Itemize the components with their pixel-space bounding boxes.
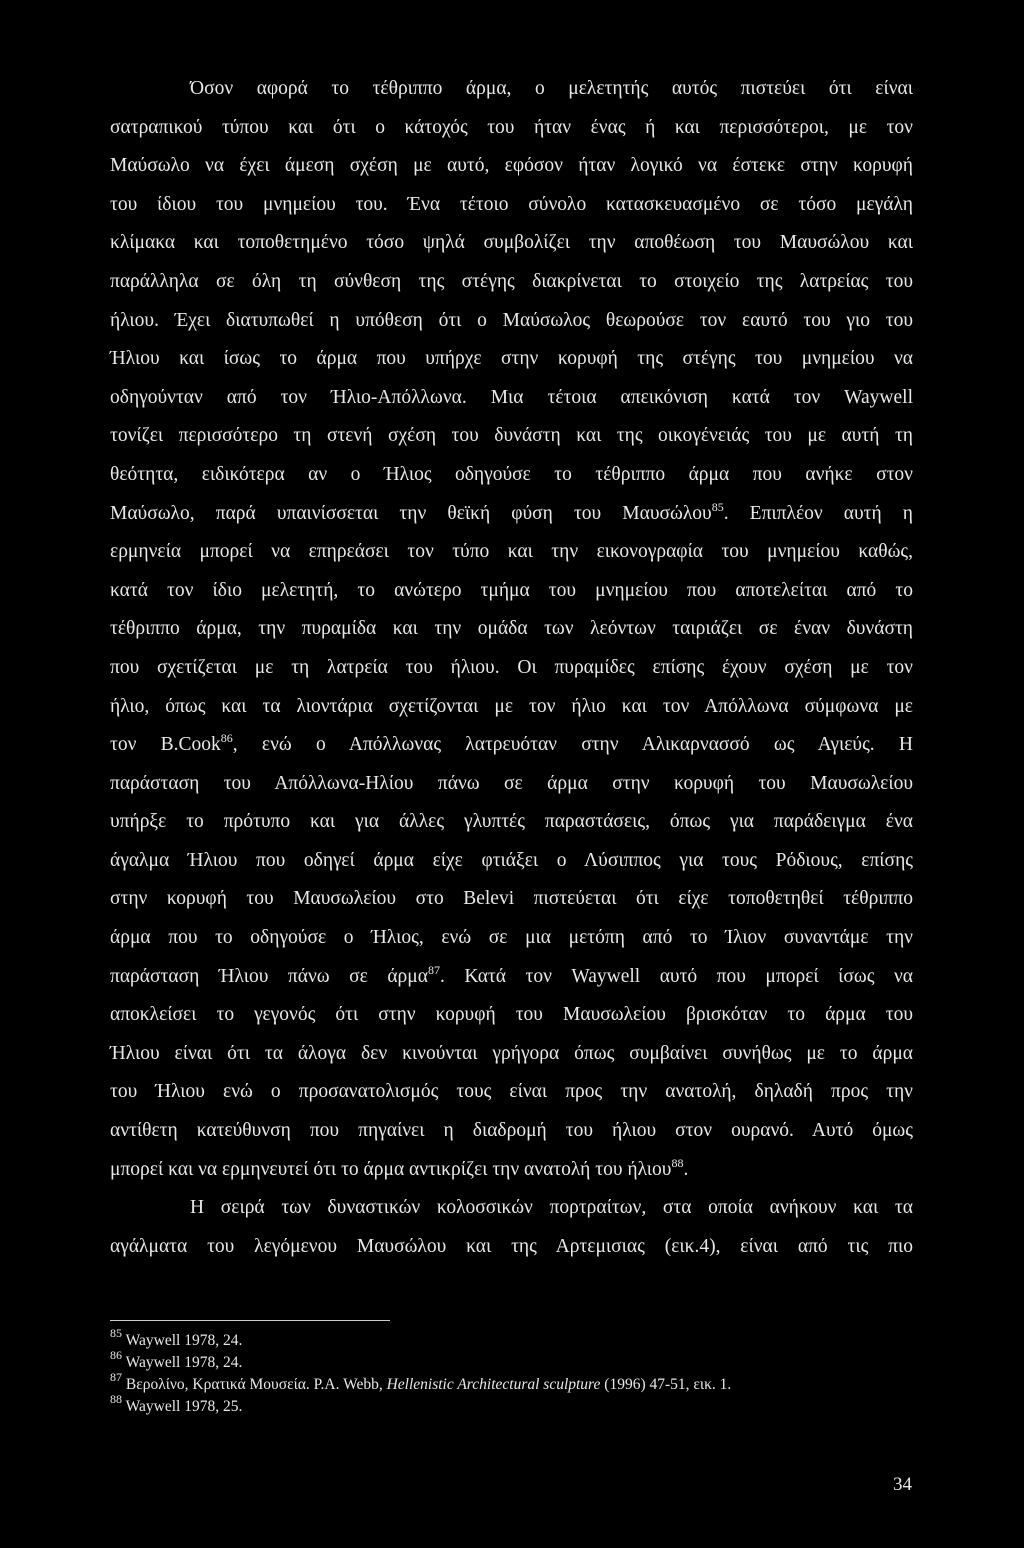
footnote (110, 1348, 913, 1374)
text-line: άγαλμα Ήλιου που οδηγεί άρμα είχε φτιάξει ο Λύσιππος για τους Ρόδιους, επίσης (110, 849, 913, 871)
text-line (110, 726, 913, 765)
text-segment: , ενώ ο Απόλλωνας λατρευόταν στην Αλικαρνασσό ως Αγιεύς. Η (232, 734, 913, 756)
text-line: ήλιου. Έχει διατυπωθεί η υπόθεση ότι ο Μαύσωλος θεωρούσε τον εαυτό του γιο του (110, 309, 913, 331)
footnote-number: 88 (110, 1392, 122, 1406)
footnote (110, 1326, 913, 1352)
text-line (110, 495, 913, 534)
footnote-title: Hellenistic Architectural sculpture (386, 1376, 601, 1393)
text-line: αντίθετη κατεύθυνση που πηγαίνει η διαδρομή του ήλιου στον ουρανό. Αυτό όμως (110, 1120, 913, 1142)
text-line (110, 1151, 913, 1190)
footnote-ref[interactable]: 87 (427, 962, 440, 977)
text-line: κλίμακα και τοποθετημένο τόσο ψηλά συμβολίζει την αποθέωση του Μαυσώλου και (110, 232, 913, 254)
text-line: θεότητα, ειδικότερα αν ο Ήλιος οδηγούσε το τέθριππο άρμα που ανήκε στον (110, 463, 913, 485)
page-number: 34 (893, 1474, 912, 1495)
footnote (110, 1370, 913, 1396)
text-line: του ίδιου του μνημείου του. Ένα τέτοιο σύνολο κατασκευασμένο σε τόσο μεγάλη (110, 193, 913, 215)
text-line (110, 958, 913, 997)
body-text (110, 70, 913, 1266)
text-segment: . Κατά τον Waywell αυτό που μπορεί ίσως να (439, 965, 913, 987)
footnote-text: (1996) 47-51, εικ. 1. (600, 1376, 732, 1393)
text-segment: . Επιπλέον αυτή η (723, 502, 913, 524)
footnote-ref[interactable]: 86 (220, 731, 233, 746)
footnote-ref[interactable]: 88 (671, 1155, 684, 1170)
text-line: παράλληλα σε όλη τη σύνθεση της στέγης διακρίνεται το στοιχείο της λατρείας του (110, 270, 913, 292)
text-line: Μαύσωλο να έχει άμεση σχέση με αυτό, εφόσον ήταν λογικό να έστεκε στην κορυφή (110, 155, 913, 177)
text-segment: . (683, 1158, 689, 1180)
text-line: οδηγούνταν από τον Ήλιο-Απόλλωνα. Μια τέτοια απεικόνιση κατά τον Waywell (110, 386, 913, 408)
text-segment: Μαύσωλο, παρά υπαινίσσεται την θεϊκή φύση του Μαυσώλου (110, 502, 712, 524)
footnote-text: Waywell 1978, 24. (125, 1354, 243, 1371)
text-line: σατραπικού τύπου και ότι ο κάτοχός του ήταν ένας ή και περισσότεροι, με τον (110, 116, 913, 138)
text-line: κατά τον ίδιο μελετητή, το ανώτερο τμήμα του μνημείου που αποτελείται από το (110, 579, 913, 601)
footnote-number: 85 (110, 1326, 122, 1340)
footnote (110, 1392, 913, 1418)
footnote-divider (110, 1320, 390, 1321)
text-line: ερμηνεία μπορεί να επηρεάσει τον τύπο και την εικονογραφία του μνημείου καθώς, (110, 541, 913, 563)
footnote-text: Waywell 1978, 25. (125, 1398, 243, 1415)
footnotes (110, 1326, 913, 1418)
text-line: Ήλιου και ίσως το άρμα που υπήρχε στην κορυφή της στέγης του μνημείου να (110, 348, 913, 370)
text-line: άρμα που το οδηγούσε ο Ήλιος, ενώ σε μια μετόπη από το Ίλιον συναντάμε την (110, 927, 913, 949)
text-segment: παράσταση Ήλιου πάνω σε άρμα (110, 965, 428, 987)
text-line: υπήρξε το πρότυπο και για άλλες γλυπτές παραστάσεις, όπως για παράδειγμα ένα (110, 811, 913, 833)
text-segment: τον B.Cook (110, 734, 221, 756)
text-line: Ήλιου είναι ότι τα άλογα δεν κινούνται γρήγορα όπως συμβαίνει συνήθως με το άρμα (110, 1042, 913, 1064)
text-line: αγάλματα του λεγόμενου Μαυσώλου και της Αρτεμισιας (εικ.4), είναι από τις πιο (110, 1235, 913, 1257)
text-line: που σχετίζεται με τη λατρεία του ήλιου. Οι πυραμίδες επίσης έχουν σχέση με τον (110, 656, 913, 678)
text-line: παράσταση του Απόλλωνα-Ηλίου πάνω σε άρμα στην κορυφή του Μαυσωλείου (110, 772, 913, 794)
text-line: στην κορυφή του Μαυσωλείου στο Belevi πιστεύεται ότι είχε τοποθετηθεί τέθριππο (110, 888, 913, 910)
text-line: Η σειρά των δυναστικών κολοσσικών πορτραίτων, στα οποία ανήκουν και τα (190, 1197, 913, 1219)
text-line: ήλιο, όπως και τα λιοντάρια σχετίζονται με τον ήλιο και τον Απόλλωνα σύμφωνα με (110, 695, 913, 717)
text-line: τέθριππο άρμα, την πυραμίδα και την ομάδα των λεόντων ταιριάζει σε έναν δυνάστη (110, 618, 913, 640)
text-line: τονίζει περισσότερο τη στενή σχέση του δυνάστη και της οικογένειάς του με αυτή τη (110, 425, 913, 447)
footnote-text: Βερολίνο, Κρατικά Μουσεία. P.A. Webb, (125, 1376, 387, 1393)
footnote-text: Waywell 1978, 24. (125, 1332, 243, 1349)
text-line: Όσον αφορά το τέθριππο άρμα, ο μελετητής αυτός πιστεύει ότι είναι (190, 78, 913, 99)
footnote-number: 86 (110, 1348, 122, 1362)
text-line: αποκλείσει το γεγονός ότι στην κορυφή του Μαυσωλείου βρισκόταν το άρμα του (110, 1004, 913, 1026)
text-line: του Ήλιου ενώ ο προσανατολισμός τους είναι προς την ανατολή, δηλαδή προς την (110, 1081, 913, 1103)
footnote-ref[interactable]: 85 (711, 499, 724, 514)
text-segment: μπορεί και να ερμηνευτεί ότι το άρμα αντικρίζει την ανατολή του ήλιου (110, 1158, 672, 1180)
footnote-number: 87 (110, 1370, 122, 1384)
